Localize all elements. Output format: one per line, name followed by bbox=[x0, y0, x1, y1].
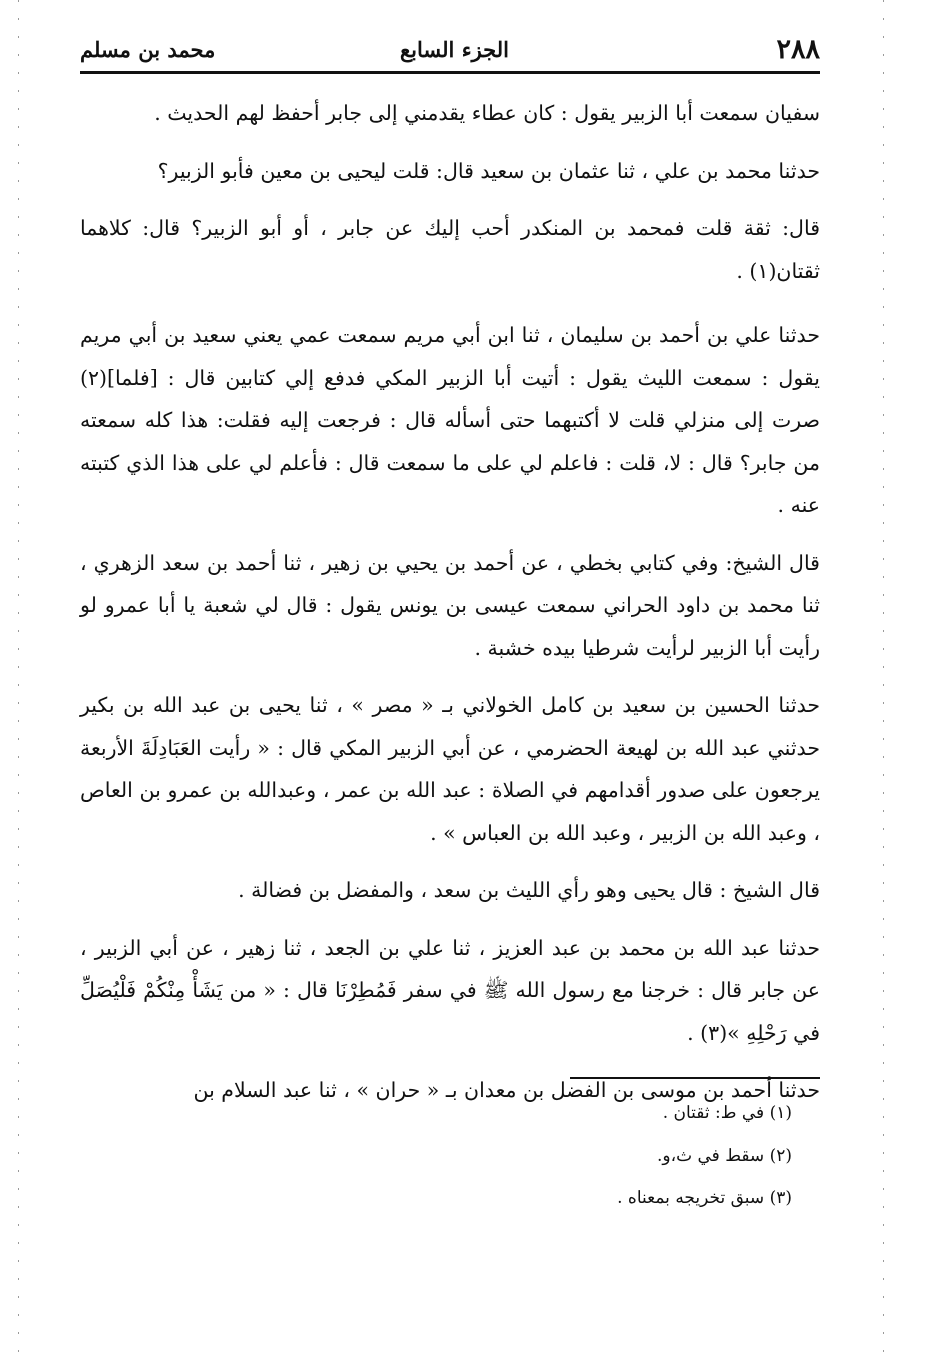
paragraph: حدثنا علي بن أحمد بن سليمان ، ثنا ابن أبي مريم سمعت عمي يعني سعيد بن أبي مريم يقول : سمعت الليث يقول : أتيت أبا الزبير المكي فدفع إلي كتابين قال : [فلما](٢) صرت إلى منزلي قلت لا أكتبهما حتى أسأله قال : فرجعت إليه فقلت: هذا كله سمعته من جابر؟ قال : لا، قلت : فاعلم لي على ما سمعت قال : فأعلم لي على هذا الذي كتبته عنه . bbox=[80, 323, 820, 517]
paragraph: حدثنا عبد الله بن محمد بن عبد العزيز ، ثنا علي بن الجعد ، ثنا زهير ، عن أبي الزبير ، عن جابر قال : خرجنا مع رسول الله ﷺ في سفر فَمُطِرْنَا قال : « من يَشَأْ مِنْكُمْ فَلْيُصَلِّ في رَحْلِهِ »(٣) . bbox=[80, 935, 820, 1045]
scan-margin-dots bbox=[883, 0, 884, 1367]
main-text bbox=[80, 92, 820, 1112]
running-header bbox=[80, 30, 820, 70]
header-rule bbox=[80, 71, 820, 74]
paragraph: حدثنا أحمد بن موسى بن الفضل بن معدان بـ « حران » ، ثنا عبد السلام بن bbox=[193, 1078, 820, 1102]
footnotes bbox=[300, 1092, 792, 1220]
paragraph: حدثنا محمد بن علي ، ثنا عثمان بن سعيد قال: قلت ليحيى بن معين فأبو الزبير؟ bbox=[157, 158, 820, 183]
volume-title: الجزء السابع bbox=[400, 37, 509, 62]
paragraph: سفيان سمعت أبا الزبير يقول : كان عطاء يقدمني إلى جابر أحفظ لهم الحديث . bbox=[154, 101, 820, 125]
footnote: (٣) سبق تخريجه بمعناه . bbox=[617, 1188, 792, 1208]
page-number: ٢٨٨ bbox=[776, 34, 820, 65]
paragraph: قال الشيخ : قال يحيى وهو رأي الليث بن سعد ، والمفضل بن فضالة . bbox=[238, 878, 820, 902]
paragraph: قال الشيخ: وفي كتابي بخطي ، عن أحمد بن يحيي بن زهير ، ثنا أحمد بن سعد الزهري ، ثنا محمد بن داود الحراني سمعت عيسى بن يونس يقول : قال لي شعبة يا أبا عمرو لو رأيت أبا الزبير لرأيت شرطيا بيده خشبة . bbox=[80, 550, 820, 660]
author-name: محمد بن مسلم bbox=[80, 37, 216, 62]
scan-margin-dots bbox=[18, 0, 19, 1367]
paragraph: حدثنا الحسين بن سعيد بن كامل الخولاني بـ « مصر » ، ثنا يحيى بن عبد الله بن بكير حدثني عبد الله بن لهيعة الحضرمي ، عن أبي الزبير المكي قال : « رأيت العَبَادِلَةَ الأربعة يرجعون على صدور أقدامهم في الصلاة : عبد الله بن عمر ، وعبدالله بن عمرو بن العاص ، وعبد الله بن الزبير ، وعبد الله بن العباس » . bbox=[80, 693, 820, 845]
footnote-rule bbox=[570, 1077, 820, 1079]
paragraph: قال: ثقة قلت فمحمد بن المنكدر أحب إليك عن جابر ، أو أبو الزبير؟ قال: كلاهما ثقتان(١) . bbox=[80, 216, 820, 283]
footnote: (٢) سقط في ث،و. bbox=[656, 1145, 792, 1166]
footnote: (١) في ط: ثقتان . bbox=[662, 1103, 792, 1123]
